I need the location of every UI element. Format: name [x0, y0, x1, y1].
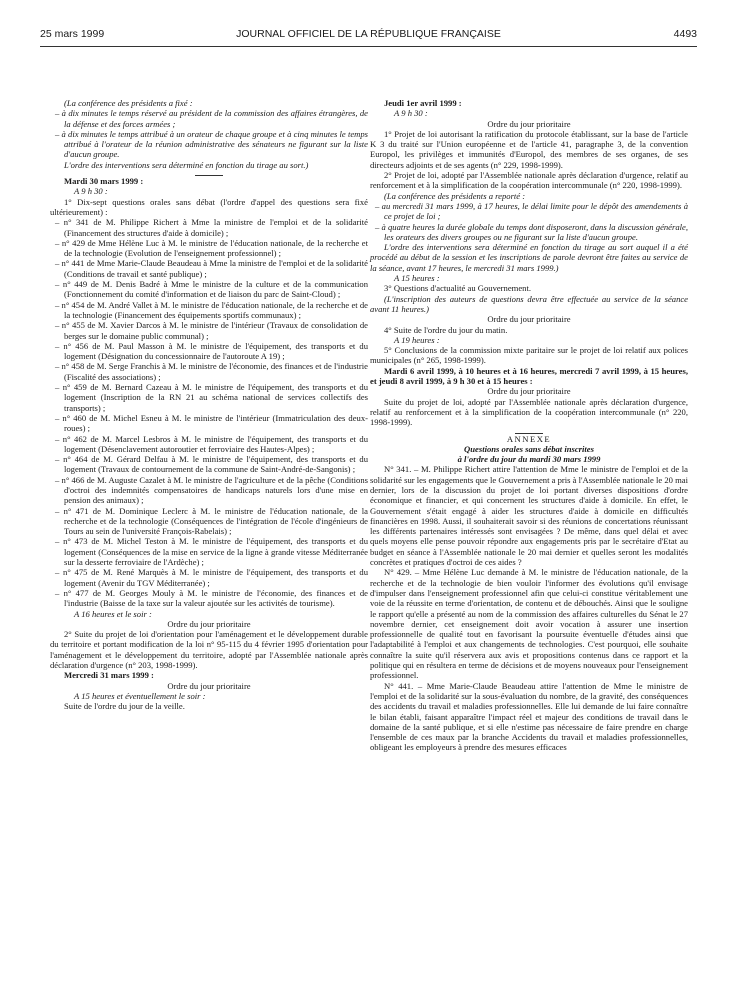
hour-15h: A 15 heures et éventuellement le soir : — [74, 690, 206, 701]
item-3-questions-actualite: 3° Questions d'actualité au Gouvernement. — [384, 283, 531, 294]
right-conference-note: L'ordre des interventions sera déterminé en fonction du tirage au sort auquel il a été procédé au début de la session et les inscriptions de parole devront être faites au service de la séance, avant 17 heures, le mercredi 31 mars 1999.) — [370, 242, 688, 273]
right-hour-19h: A 19 heures : — [394, 334, 440, 345]
question-list-item: – n° 473 de M. Michel Teston à M. le ministre de l'équipement, des transports et du logement (Conséquences de la mise en service de la ligne à grande vitesse Méditerranée sur la desserte ferroviaire de l'Ardèche) ; — [55, 536, 368, 568]
right-hour-9h30: A 9 h 30 : — [394, 108, 428, 119]
day-heading-avril: Mardi 6 avril 1999, à 10 heures et à 16 heures, mercredi 7 avril 1999, à 15 heures, et jeudi 8 avril 1999, à 9 h 30 et à 15 heures : — [370, 365, 688, 387]
item-2-cooperation: 2° Projet de loi, adopté par l'Assemblée nationale après déclaration d'urgence, relatif au renforcement et à la simplification de la coopération intercommunale (n° 220, 1998-1999). — [370, 170, 688, 191]
question-list-item: – n° 454 de M. André Vallet à M. le ministre de l'éducation nationale, de la recherche et de la technologie (Financement des équipements sportifs communaux) ; — [55, 299, 368, 320]
left-conference-note: L'ordre des interventions sera déterminé en fonction du tirage au sort.) — [64, 159, 309, 170]
questions-intro: 1° Dix-sept questions orales sans débat (l'ordre d'appel des questions sera fixé ultérieurement) : — [50, 196, 368, 217]
item-5-polices-municipales: 5° Conclusions de la commission mixte paritaire sur le projet de loi relatif aux polices municipales (n° 265, 1998-1999). — [370, 345, 688, 366]
item-4-suite-matin: 4° Suite de l'ordre du jour du matin. — [384, 324, 508, 335]
question-list-item: – n° 460 de M. Michel Esneu à M. le ministre de l'intérieur (Immatriculation des deux-roues) ; — [55, 412, 368, 434]
ordre-du-jour-prioritaire-1: Ordre du jour prioritaire — [167, 618, 251, 629]
question-429-text: N° 429. – Mme Hélène Luc demande à M. le ministre de l'éducation nationale, de la recherche et de la technologie de bien vouloir l'informer des évolutions qu'il envisage d'impulser dans l'enseignement professionnel afin que celui-ci constitue véritablement une voie de la réussite en terme d'orientation, de contenu et de débouchés. Ainsi que le souligne le rapport qu'elle a présenté au nom de la commission des affaires culturelles du Sénat le 27 novembre dernier, cet enseignement doit avoir vocation à assurer une insertion professionnelle de qualité tout en favorisant la poursuite éventuelle d'études ainsi que l'adaptabilité à l'emploi et aux changements de technologies. C'est pourquoi, elle souhaite connaître la suite qu'il réservera aux avis et propositions contenus dans ce rapport et la politique qui en résultera en terme de décisions et de moyens nouveaux pour l'enseignement professionnel. — [370, 567, 688, 681]
hour-16h: A 16 heures et le soir : — [74, 608, 152, 619]
question-341-text: N° 341. – M. Philippe Richert attire l'attention de Mme le ministre de l'emploi et de la solidarité sur les engagements que le Gouvernement a pris à l'Assemblée nationale le 20 mai dernier, lors de la discussion du projet de loi portant diverses dispositions d'ordre économique et financier, et qui concernent les structures d'aide à domicile. En effet, le Gouvernement s'était engagé à aider les structures d'aide à domicile en difficultés financières en 1998. Aussi, il souhaiterait savoir si des réunions de concertations réunissant les différents partenaires intéressés sont envisagées ? De même, dans quel délai et avec quels moyens elle pense pouvoir répondre aux engagements pris par le secrétaire d'Etat au budget en séance à l'Assemblée nationale le 20 mai dernier et quelles seront les modalités concrètes et pratiques d'octroi de ces aides ? — [370, 464, 688, 568]
header-rule — [40, 46, 697, 47]
right-ordre-du-jour-1: Ordre du jour prioritaire — [487, 118, 571, 129]
suite-veille: Suite de l'ordre du jour de la veille. — [64, 701, 185, 712]
question-list-item: – n° 429 de Mme Hélène Luc à M. le ministre de l'éducation nationale, de la recherche et de la technologie (Evolution de l'enseignement professionnel) ; — [55, 237, 368, 259]
right-ordre-du-jour-2: Ordre du jour prioritaire — [487, 314, 571, 325]
right-column — [370, 98, 688, 753]
annexe-heading: ANNEXE — [506, 433, 552, 444]
question-list-item: – n° 466 de M. Auguste Cazalet à M. le ministre de l'agriculture et de la pêche (Conditions d'octroi des indemnités compensatoires de handicaps naturels lors d'une mise en pension des animaux) ; — [55, 474, 368, 506]
left-conference-intro: (La conférence des présidents a fixé : — [64, 98, 193, 108]
right-hour-15h: A 15 heures : — [394, 273, 440, 284]
left-conference-item-1: – à dix minutes le temps réservé au président de la commission des affaires étrangères, de la défense et des forces armées ; — [55, 108, 368, 129]
day-heading-mercredi-31: Mercredi 31 mars 1999 : — [64, 670, 154, 681]
inscription-note: (L'inscription des auteurs de questions devra être effectuée au service de la séance avant 11 heures.) — [370, 293, 688, 314]
question-list — [50, 217, 368, 608]
question-list-item: – n° 456 de M. Paul Masson à M. le ministre de l'équipement, des transports et du logement (Désignation du concessionnaire de l'autoroute A 19) ; — [55, 340, 368, 362]
annexe-title-line-1: Questions orales sans débat inscrites — [464, 443, 594, 454]
question-list-item: – n° 455 de M. Xavier Darcos à M. le ministre de l'intérieur (Travaux de consolidation de berges sur le domaine public communal) ; — [55, 320, 368, 341]
question-list-item: – n° 477 de M. Georges Mouly à M. le ministre de l'économie, des finances et de l'industrie (Baisse de la taxe sur la valeur ajoutée sur les activités de tourisme). — [55, 587, 368, 609]
item-2-amenagement: 2° Suite du projet de loi d'orientation pour l'aménagement et le développement durable du territoire et portant modification de la loi n° 95-115 du 4 février 1995 d'orientation pour l'aménagement et le développement du territoire, adopté par l'Assemblée nationale après déclaration d'urgence (n° 203, 1998-1999). — [50, 629, 368, 671]
question-list-item: – n° 475 de M. René Marquès à M. le ministre de l'équipement, des transports et du logement (Avenir du TGV Méditerranée) ; — [55, 567, 368, 588]
right-ordre-du-jour-3: Ordre du jour prioritaire — [487, 386, 571, 397]
question-441-text: N° 441. – Mme Marie-Claude Beaudeau attire l'attention de Mme le ministre de l'emploi et de la solidarité sur la sous-évaluation du nombre, de la gravité, des conséquences des accidents du travail et maladies professionnelles. Elle lui demande de lui faire connaître le bilan établi, faisant apparaître l'impact réel et majeur des conditions de travail dans le domaine de la santé publique, et si elle n'estime pas nécessaire de faire prendre en charge l'ensemble de ces maux par la branche Accidents du travail et maladies professionnelles, obligeant les employeurs à prendre des mesures efficaces — [370, 680, 688, 753]
hour-9h30: A 9 h 30 : — [74, 186, 108, 197]
header-date: 25 mars 1999 — [40, 28, 105, 40]
day-heading-mardi-30: Mardi 30 mars 1999 : — [64, 176, 144, 187]
ordre-du-jour-prioritaire-2: Ordre du jour prioritaire — [167, 680, 251, 691]
right-conference-item-1: – au mercredi 31 mars 1999, à 17 heures, le délai limite pour le dépôt des amendements à ce projet de loi ; — [375, 200, 688, 222]
question-list-item: – n° 464 de M. Gérard Delfau à M. le ministre de l'équipement, des transports et du logement (Travaux de contournement de la commune de Saint-André-de-Sangonis) ; — [55, 454, 368, 475]
question-list-item: – n° 459 de M. Bernard Cazeau à M. le ministre de l'équipement, des transports et du logement (Inscription de la RN 21 au schéma national de services collectifs des transports) ; — [55, 382, 368, 413]
suite-projet-loi: Suite du projet de loi, adopté par l'Assemblée nationale après déclaration d'urgence, relatif au renforcement et à la simplification de la coopération intercommunale (n° 220, 1998-1999). — [370, 396, 688, 428]
header-journal-title: JOURNAL OFFICIEL DE LA RÉPUBLIQUE FRANÇAISE — [236, 28, 501, 40]
question-list-item: – n° 449 de M. Denis Badré à Mme le ministre de la culture et de la communication (Fonctionnement du comité d'information et de liaison du parc de Saint-Cloud) ; — [55, 279, 368, 300]
day-heading-jeudi-1: Jeudi 1er avril 1999 : — [384, 98, 462, 108]
left-column — [50, 98, 368, 712]
header-page-number: 4493 — [673, 28, 697, 40]
question-list-item: – n° 441 de Mme Marie-Claude Beaudeau à Mme la ministre de l'emploi et de la solidarité (Conditions de travail et santé publique) ; — [55, 258, 368, 279]
left-conference-item-2: – à dix minutes le temps attribué à un orateur de chaque groupe et à cinq minutes le temps attribué à l'orateur de la réunion administrative des sénateurs ne figurant sur la liste d'aucun groupe. — [55, 128, 368, 160]
right-conference-item-2: – à quatre heures la durée globale du temps dont disposeront, dans la discussion générale, les orateurs des divers groupes ou ne figurant sur la liste d'aucun groupe. — [375, 221, 688, 242]
question-list-item: – n° 458 de M. Serge Franchis à M. le ministre de l'économie, des finances et de l'industrie (Fiscalité des associations) ; — [55, 361, 368, 382]
question-list-item: – n° 341 de M. Philippe Richert à Mme la ministre de l'emploi et de la solidarité (Financement des structures d'aide à domicile) ; — [55, 217, 368, 238]
annexe-title-line-2: à l'ordre du jour du mardi 30 mars 1999 — [457, 454, 601, 465]
question-list-item: – n° 471 de M. Dominique Leclerc à M. le ministre de l'éducation nationale, de la recherche et de la technologie (Conséquences de l'intégration de l'école d'ingénieurs de Tours au sein de l'université François-Rabelais) ; — [55, 505, 368, 537]
page-header — [40, 28, 697, 44]
item-1-europol: 1° Projet de loi autorisant la ratification du protocole établissant, sur la base de l'article K 3 du traité sur l'Union européenne et de l'article 41, paragraphe 3, de la convention Europol, les privilèges et immunités d'Europol, des membres de ses organes, de ses directeurs adjoints et de ses agents (n° 229, 1998-1999). — [370, 128, 688, 170]
right-conference-intro: (La conférence des présidents a reporté : — [384, 190, 526, 201]
question-list-item: – n° 462 de M. Marcel Lesbros à M. le ministre de l'équipement, des transports et du logement (Désenclavement autoroutier et ferroviaire des Hautes-Alpes) ; — [55, 433, 368, 454]
